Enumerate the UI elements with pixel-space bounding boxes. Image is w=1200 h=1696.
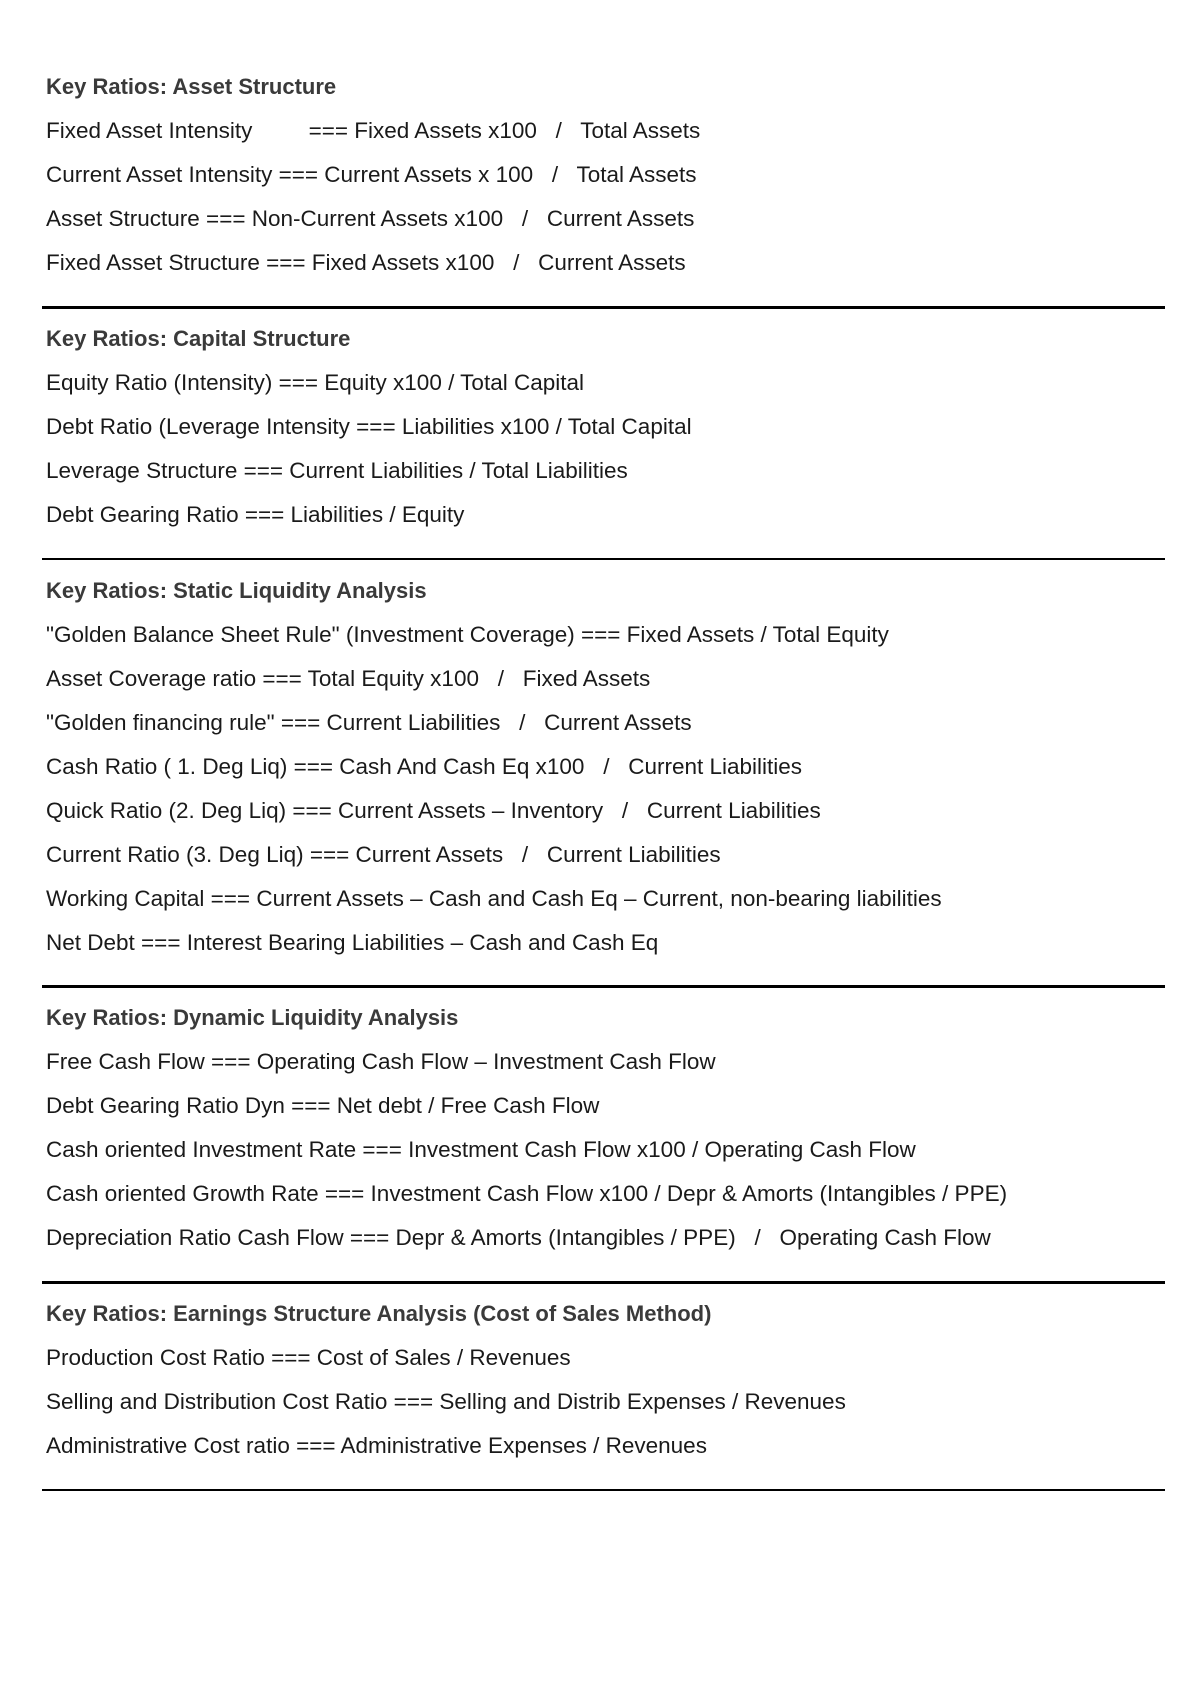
ratio-line: "Golden Balance Sheet Rule" (Investment Coverage) === Fixed Assets / Total Equity [46,622,889,647]
ratio-line: "Golden financing rule" === Current Liabilities / Current Assets [46,710,692,735]
ratio-line: Fixed Asset Intensity === Fixed Assets x100 / Total Assets [46,118,701,143]
ratio-line: Cash Ratio ( 1. Deg Liq) === Cash And Cash Eq x100 / Current Liabilities [46,754,803,779]
section-asset-structure [46,65,1156,285]
ratio-line: Fixed Asset Structure === Fixed Assets x100 / Current Assets [46,250,686,275]
ratio-line: Leverage Structure === Current Liabilities / Total Liabilities [46,458,628,483]
ratio-line: Quick Ratio (2. Deg Liq) === Current Assets – Inventory / Current Liabilities [46,798,821,823]
ratio-line: Selling and Distribution Cost Ratio === Selling and Distrib Expenses / Revenues [46,1389,846,1414]
section-divider [42,558,1165,560]
section-divider [42,1489,1165,1491]
section-divider [42,1281,1165,1284]
ratio-line: Current Ratio (3. Deg Liq) === Current Assets / Current Liabilities [46,842,721,867]
section-heading: Key Ratios: Capital Structure [46,326,351,351]
ratio-line: Asset Structure === Non-Current Assets x100 / Current Assets [46,206,695,231]
section-dynamic-liquidity [46,996,1156,1260]
ratio-line: Equity Ratio (Intensity) === Equity x100 / Total Capital [46,370,585,395]
ratio-line: Working Capital === Current Assets – Cash and Cash Eq – Current, non-bearing liabilities [46,886,942,911]
section-heading: Key Ratios: Dynamic Liquidity Analysis [46,1005,459,1030]
section-static-liquidity [46,569,1156,965]
section-divider [42,306,1165,309]
ratio-line: Debt Gearing Ratio === Liabilities / Equity [46,502,465,527]
section-capital-structure [46,317,1156,537]
ratio-line: Depreciation Ratio Cash Flow === Depr & Amorts (Intangibles / PPE) / Operating Cash Flow [46,1225,991,1250]
section-divider [42,985,1165,988]
ratio-line: Free Cash Flow === Operating Cash Flow – Investment Cash Flow [46,1049,716,1074]
ratio-line: Administrative Cost ratio === Administrative Expenses / Revenues [46,1433,707,1458]
ratio-line: Debt Gearing Ratio Dyn === Net debt / Free Cash Flow [46,1093,600,1118]
ratio-line: Asset Coverage ratio === Total Equity x100 / Fixed Assets [46,666,651,691]
section-earnings-structure [46,1292,1156,1468]
section-heading: Key Ratios: Static Liquidity Analysis [46,578,427,603]
ratio-line: Current Asset Intensity === Current Assets x 100 / Total Assets [46,162,697,187]
ratio-line: Debt Ratio (Leverage Intensity === Liabilities x100 / Total Capital [46,414,692,439]
ratio-line: Production Cost Ratio === Cost of Sales / Revenues [46,1345,571,1370]
ratio-line: Cash oriented Growth Rate === Investment Cash Flow x100 / Depr & Amorts (Intangibles / PPE) [46,1181,1008,1206]
ratio-line: Net Debt === Interest Bearing Liabilities – Cash and Cash Eq [46,930,659,955]
section-heading: Key Ratios: Earnings Structure Analysis (Cost of Sales Method) [46,1301,712,1326]
ratio-line: Cash oriented Investment Rate === Investment Cash Flow x100 / Operating Cash Flow [46,1137,916,1162]
section-heading: Key Ratios: Asset Structure [46,74,337,99]
